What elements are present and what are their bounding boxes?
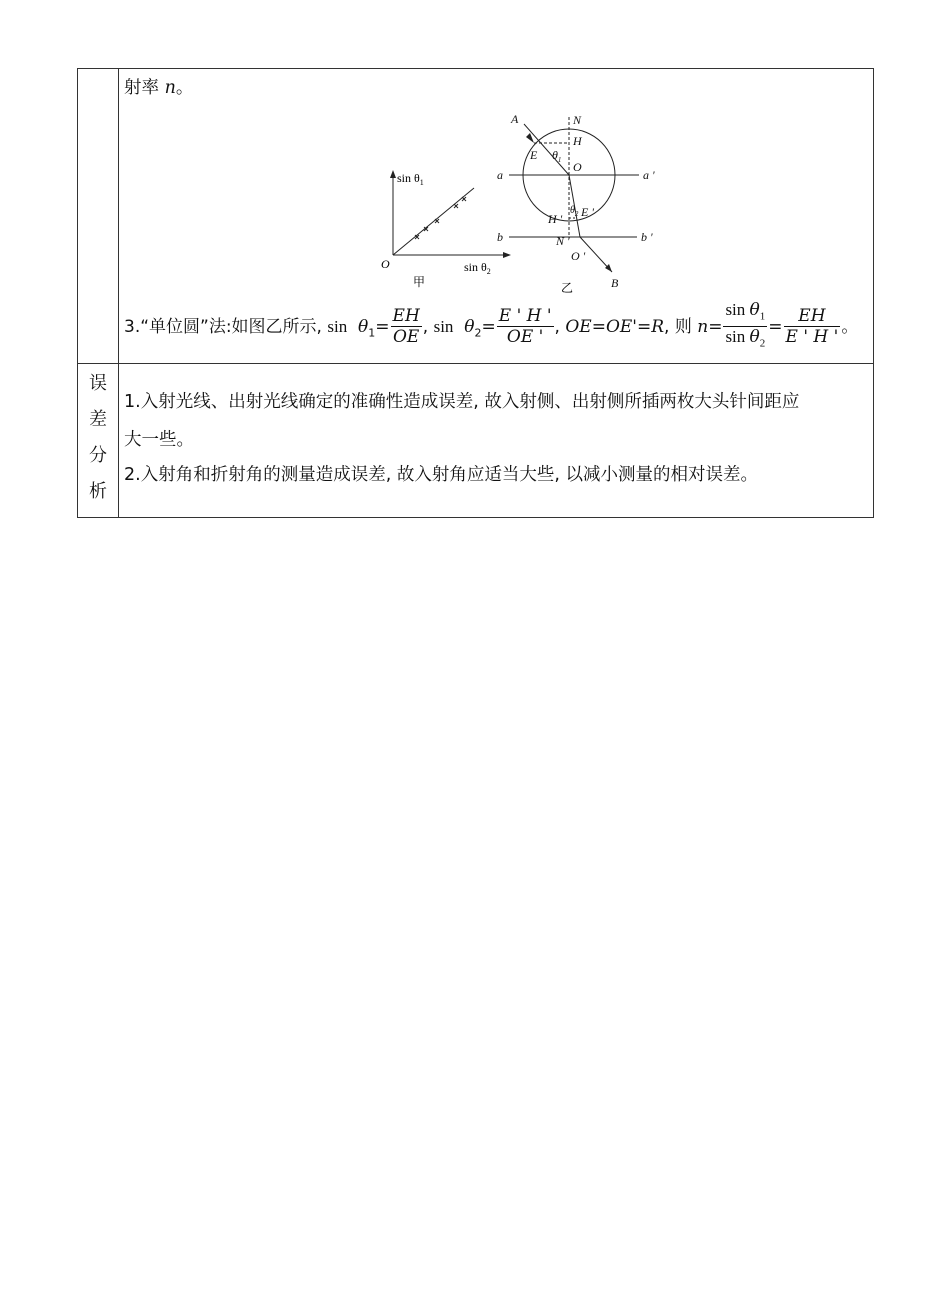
error-item-2: 2.入射角和折射角的测量造成误差, 故入射角应适当大些, 以减小测量的相对误差。	[124, 465, 758, 485]
marker-4	[454, 204, 458, 208]
label-O-prime: O '	[571, 249, 586, 263]
label-N: N	[573, 113, 582, 127]
method-row-content	[119, 69, 874, 364]
error-item-1: 1.入射光线、出射光线确定的准确性造成误差, 故入射侧、出射侧所插两枚大头针间距应	[124, 392, 800, 412]
label-char-2: 差	[89, 409, 107, 430]
label-H-prime: H '	[548, 212, 563, 226]
unit-circle-formula: 3.“单位圆”法:如图乙所示, $\sin \theta_1=$ $\frac{EH}{OE}$ , $\sin \theta_2=$ $\frac{E ' H '}{OE '}$ , OE=OE'=R, 则 n= $\frac{\sin \theta_1}{\sin \theta_2}$ = $\frac{EH}{E ' H '}$ 。	[124, 300, 858, 354]
origin-label: O	[381, 257, 390, 271]
label-B: B	[611, 276, 619, 290]
label-char-1: 误	[89, 373, 107, 394]
label-A: A	[511, 112, 519, 126]
figure-jia	[329, 164, 474, 289]
label-H: H	[573, 134, 582, 148]
label-b-prime: b '	[641, 230, 653, 244]
marker-3	[435, 219, 439, 223]
error-item-1-cont: 大一些。	[124, 430, 194, 450]
y-axis-label: $\sin \theta_1$	[397, 171, 424, 187]
label-char-4: 析	[89, 481, 107, 502]
label-a-prime: a '	[643, 168, 655, 182]
method-row-label-cell	[78, 69, 119, 364]
y-axis-arrow	[390, 170, 396, 178]
label-a: a	[497, 168, 503, 182]
label-N-prime: N '	[556, 234, 570, 248]
label-b: b	[497, 230, 503, 244]
error-analysis-label-cell	[78, 364, 119, 518]
figure-yi	[479, 109, 679, 294]
caption-jia: 甲	[413, 275, 426, 289]
label-theta1: $\theta_1$	[552, 148, 562, 164]
label-E-prime: E '	[581, 205, 594, 219]
fit-line	[393, 188, 474, 255]
error-analysis-content	[119, 364, 874, 518]
marker-5	[462, 197, 466, 201]
method-row	[78, 69, 874, 364]
data-markers	[415, 197, 466, 239]
label-O: O	[573, 160, 582, 174]
intro-text: 射率 n。	[124, 78, 194, 98]
caption-yi: 乙	[561, 281, 574, 295]
label-char-3: 分	[89, 445, 107, 466]
label-theta2: $\theta_2$	[570, 205, 579, 218]
label-E: E	[530, 148, 538, 162]
error-analysis-row	[78, 364, 874, 518]
x-axis-label: $\sin \theta_2$	[464, 260, 491, 276]
experiment-table	[77, 68, 874, 518]
